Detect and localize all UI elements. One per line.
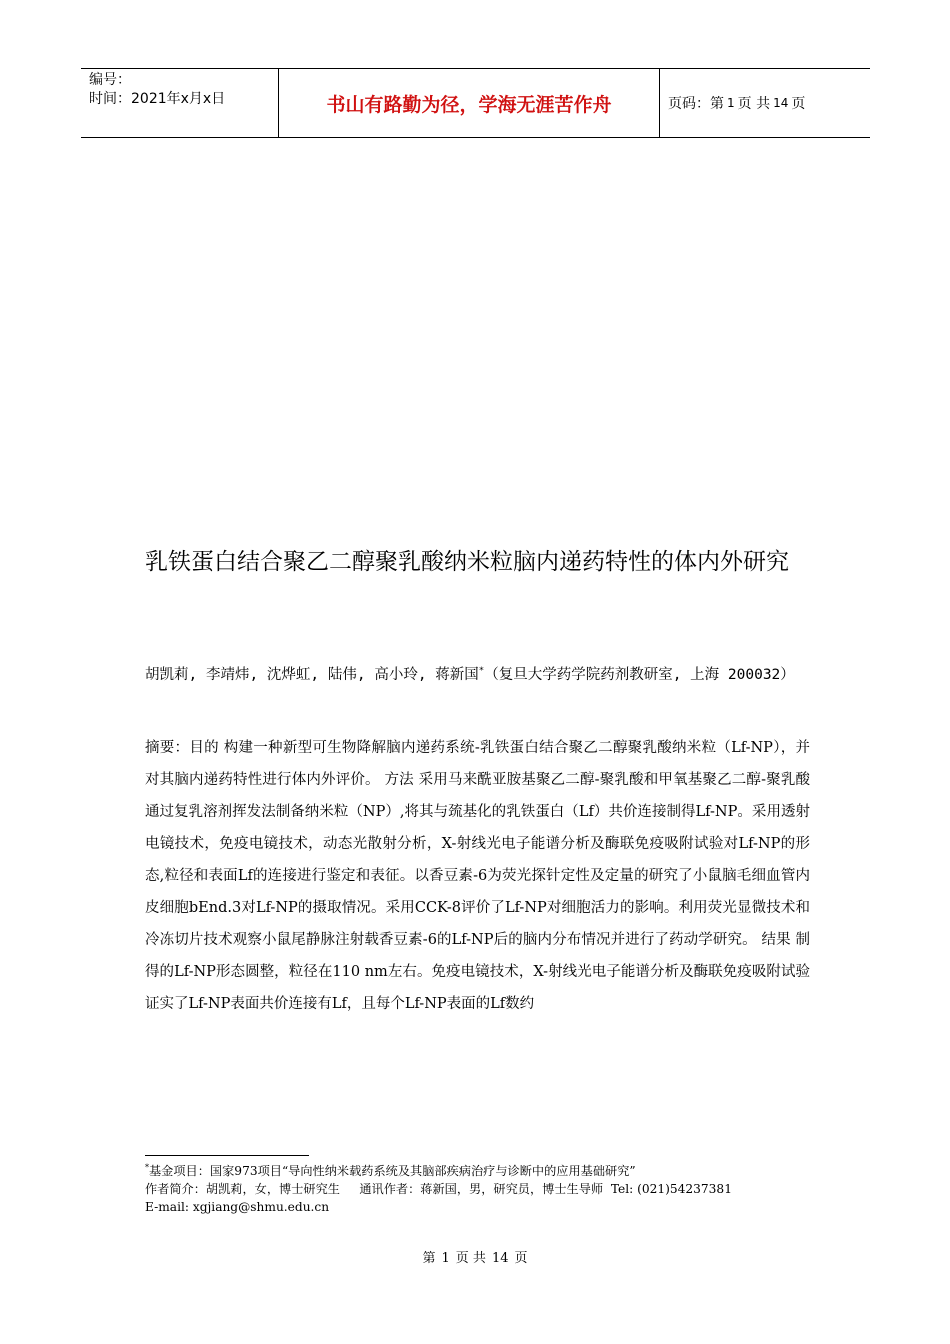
footnote-divider xyxy=(145,1155,309,1156)
code-label: 编号： xyxy=(89,72,131,88)
footnote-funding: *基金项目：国家973项目“导向性纳米载药系统及其脑部疾病治疗与诊断中的应用基础研究” xyxy=(145,1163,636,1179)
page-total: 14 xyxy=(773,96,789,110)
footer-mid: 页 共 xyxy=(455,1251,486,1266)
header-meta xyxy=(81,69,279,137)
header-motto: 书山有路勤为径，学海无涯苦作舟 xyxy=(279,69,660,137)
page-end: 页 xyxy=(791,96,806,112)
paper-title: 乳铁蛋白结合聚乙二醇聚乳酸纳米粒脑内递药特性的体内外研究 xyxy=(145,549,789,575)
header-page-info xyxy=(660,69,870,137)
author-line xyxy=(145,658,815,688)
footnote xyxy=(145,1159,845,1216)
header-table xyxy=(81,68,870,138)
page-label: 页码：第 xyxy=(668,96,724,112)
footnote-mark: * xyxy=(145,1163,149,1172)
footer-pre: 第 xyxy=(422,1251,436,1266)
page-footer xyxy=(0,1247,950,1266)
footnote-email: E-mail: xgjiang@shmu.edu.cn xyxy=(145,1200,330,1215)
page-number: 1 xyxy=(727,96,735,110)
footer-end: 页 xyxy=(514,1251,528,1266)
footer-page-total: 14 xyxy=(491,1251,509,1266)
time-label: 时间：2021年x月x日 xyxy=(89,91,226,107)
page-mid: 页 共 xyxy=(737,96,771,112)
footnote-authors: 作者简介：胡凯莉，女，博士研究生 通讯作者：蒋新国，男，研究员，博士生导师 Tel: (021)54237381 xyxy=(145,1182,732,1197)
footer-page-number: 1 xyxy=(441,1251,450,1266)
corresponding-mark: * xyxy=(478,666,485,676)
author-names: 胡凯莉, 李靖炜, 沈烨虹, 陆伟, 高小玲, 蒋新国 xyxy=(145,666,479,683)
abstract-text: 摘要：目的 构建一种新型可生物降解脑内递药系统-乳铁蛋白结合聚乙二醇聚乳酸纳米粒（Lf-NP），并对其脑内递药特性进行体内外评价。 方法 采用马来酰亚胺基聚乙二醇-聚乳酸和甲氧基聚乙二醇-聚乳酸通过复乳溶剂挥发法制备纳米粒（NP）,将其与巯基化的乳铁蛋白（Lf）共价连接制得Lf-NP。采用透射电镜技术，免疫电镜技术，动态光散射分析，X-射线光电子能谱分析及酶联免疫吸附试验对Lf-NP的形态,粒径和表面Lf的连接进行鉴定和表征。以香豆素-6为荧光探针定性及定量的研究了小鼠脑毛细血管内皮细胞bEnd.3对Lf-NP的摄取情况。采用CCK-8评价了Lf-NP对细胞活力的影响。利用荧光显微技术和冷冻切片技术观察小鼠尾静脉注射载香豆素-6的Lf-NP后的脑内分布情况并进行了药动学研究。 结果 制得的Lf-NP形态圆整，粒径在110 nm左右。免疫电镜技术，X-射线光电子能谱分析及酶联免疫吸附试验证实了Lf-NP表面共价连接有Lf，且每个Lf-NP表面的Lf数约 xyxy=(145,740,810,1012)
affiliation: （复旦大学药学院药剂教研室, 上海 200032） xyxy=(484,666,795,683)
